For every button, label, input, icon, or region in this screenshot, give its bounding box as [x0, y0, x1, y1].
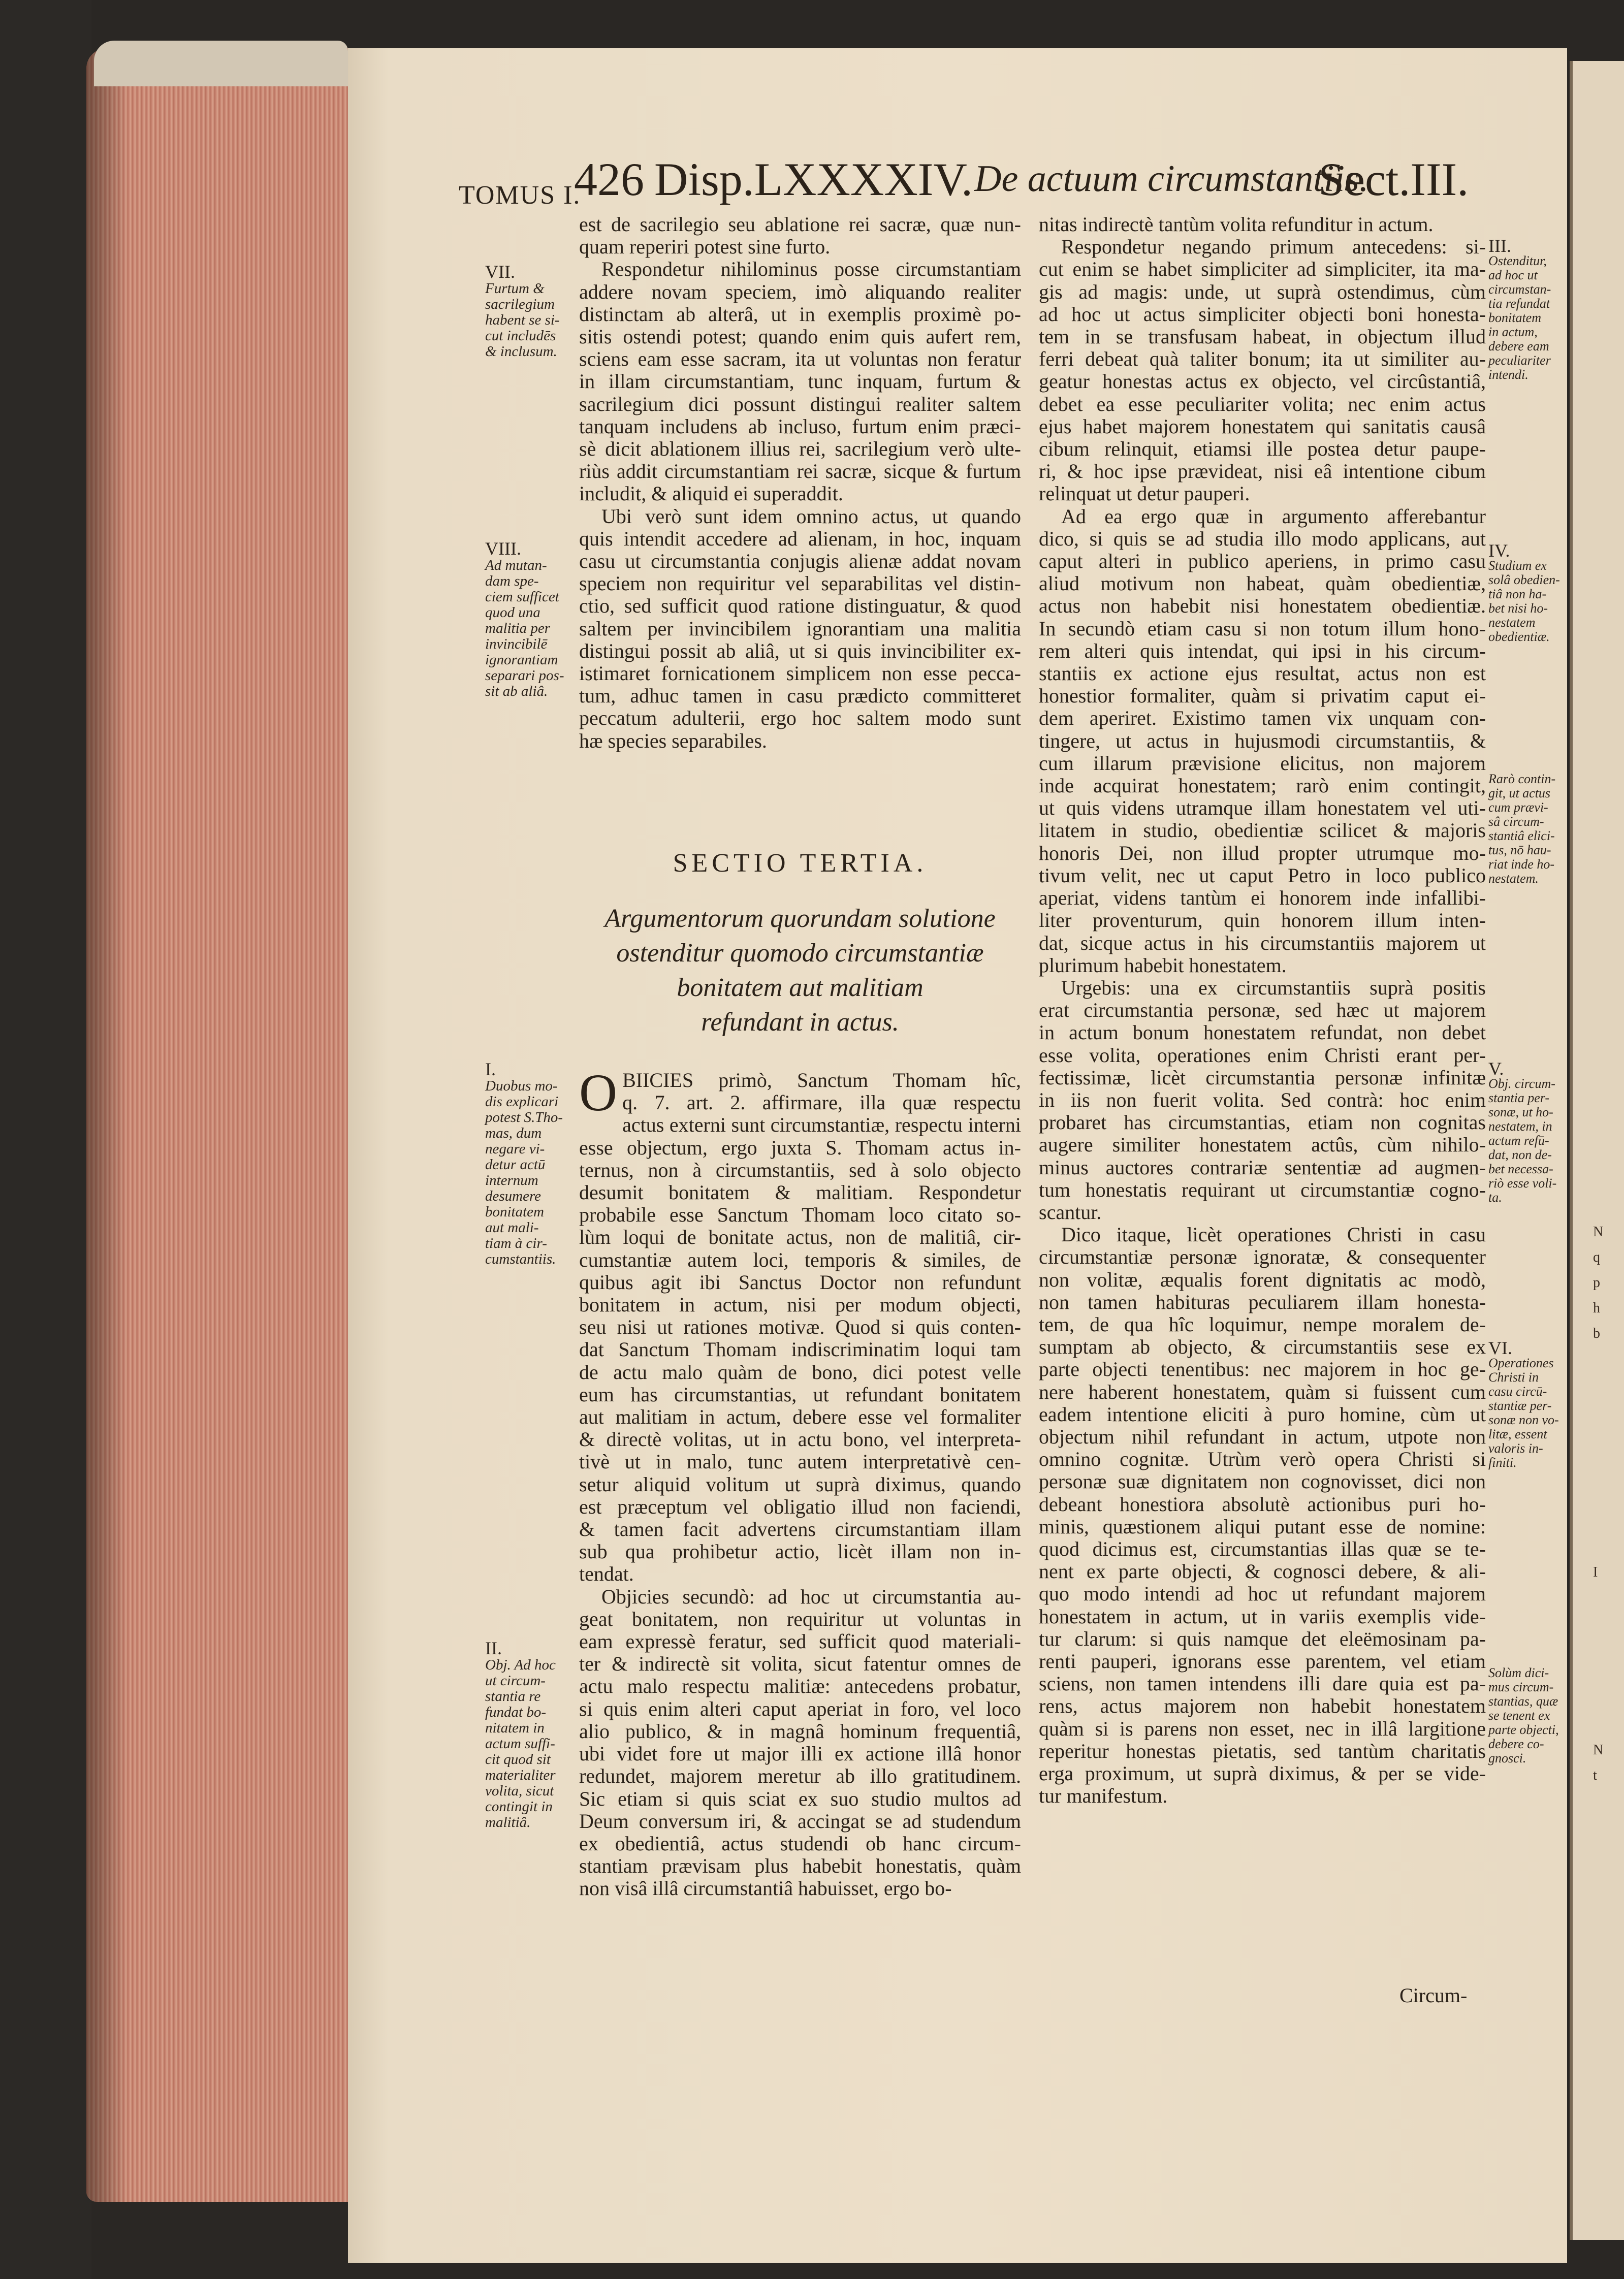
text-line: redundet, majorem meretur ab illo gratitudinem.: [579, 1764, 1021, 1788]
text-line: peccatum adulterii, ergo hoc saltem modo sunt: [579, 707, 1021, 730]
text-line: est præceptum vel obligatio illud non faciendi,: [579, 1495, 1021, 1518]
margin-note-line: habent se si-: [485, 312, 560, 328]
catchword: Circum-: [1399, 1984, 1468, 2007]
margin-note-text: [1488, 1666, 1562, 1766]
running-head-title: De actuum circumstantiis.: [974, 158, 1369, 200]
text-line: eum has circumstantias, ut refundant bonitatem: [579, 1383, 1021, 1406]
text-line: dat Sanctum Thomam indiscriminatim loqui tam: [579, 1338, 1021, 1361]
margin-note-number: V.: [1488, 1058, 1504, 1079]
text-line: saltem per invincibilem ignorantiam una malitia: [579, 617, 1021, 640]
running-head-section: Sect.III.: [1318, 153, 1469, 205]
text-line: est de sacrilegio seu ablatione rei sacræ, quæ nun-: [579, 213, 1021, 236]
margin-note-line: parte objecti,: [1488, 1722, 1559, 1737]
text-line: stantiam prævisam plus habebit honestatis, quàm: [579, 1854, 1021, 1878]
text-line: tivè ut in malo, tunc autem interpretativè cen-: [579, 1450, 1021, 1473]
running-head-disputation: Disp.LXXXXIV.: [654, 153, 973, 205]
margin-note-line: stantiâ elici-: [1488, 828, 1555, 843]
margin-note-line: Rarò contin-: [1488, 772, 1556, 786]
text-line: esse volita, operationes enim Christi erant per-: [1039, 1043, 1486, 1067]
text-line: de actu malo quàm de bono, dici potest velle: [579, 1360, 1021, 1384]
margin-note-text: [485, 558, 579, 699]
facing-page-letter: t: [1593, 1768, 1597, 1783]
text-line: eadem intentione eliciti à puro homine, cùm ut: [1039, 1402, 1486, 1426]
margin-note-line: peculiariter: [1488, 353, 1551, 368]
text-line: actus externi sunt circumstantiæ, respectu interni: [622, 1113, 1021, 1137]
text-line: fectissimæ, licèt circumstantia personæ infinitæ: [1039, 1066, 1486, 1089]
margin-note-line: dam spe-: [485, 573, 539, 589]
text-line: caput alteri in publico aperiens, in primo casu: [1039, 550, 1486, 573]
text-line: bonitatem in actum, nisi per modum objecti,: [579, 1293, 1021, 1317]
text-line: probabile esse Sanctum Thomam loco citato so-: [579, 1203, 1021, 1227]
margin-note-line: detur actū: [485, 1157, 546, 1173]
text-line: non visâ illâ circumstantiâ habuisset, ergo bo-: [579, 1877, 952, 1900]
text-line: quis intendit accedere ad alienam, in hoc, inquam: [579, 527, 1021, 550]
text-line: aut malitiam in actum, debere esse vel formaliter: [579, 1405, 1021, 1429]
facing-page-letter: b: [1593, 1326, 1600, 1341]
text-line: plurimum habebit honestatem.: [1039, 953, 1287, 977]
margin-note-line: mas, dum: [485, 1125, 542, 1141]
text-line: In secundò etiam casu si non totum illum hono-: [1039, 617, 1486, 640]
margin-note-line: stantiæ per-: [1488, 1398, 1552, 1413]
text-line: personæ suæ dignitatem non cognovisset, dici non: [1039, 1470, 1486, 1493]
margin-note-line: Duobus mo-: [485, 1078, 558, 1094]
margin-note-line: Operationes: [1488, 1356, 1554, 1370]
margin-note-line: sacrilegium: [485, 296, 555, 312]
section-subtitle-line: ostenditur quomodo circumstantiæ: [616, 939, 984, 968]
margin-note-vii: [485, 264, 579, 360]
text-line: ter & indirectè sit volita, sicut fatentur omnes de: [579, 1652, 1021, 1676]
text-line: sè dicit ablationem illius rei, sacrilegium verò ulte-: [579, 437, 1021, 461]
margin-note-line: materialiter: [485, 1767, 556, 1783]
background-left: [0, 0, 91, 2279]
margin-note-line: dis explicari: [485, 1094, 559, 1110]
margin-note-text: [1488, 1077, 1562, 1205]
margin-note-line: desumere: [485, 1188, 542, 1204]
facing-page-letter: I: [1593, 1564, 1598, 1580]
margin-note-number: II.: [485, 1638, 502, 1658]
text-line: tur manifestum.: [1039, 1784, 1168, 1808]
text-line: Urgebis: una ex circumstantiis suprà positis: [1061, 976, 1486, 999]
margin-note-line: mus circum-: [1488, 1680, 1554, 1694]
margin-note-text: [1488, 559, 1562, 644]
text-line: quod dicimus est, circumstantias illas quæ se te-: [1039, 1537, 1486, 1560]
text-line: Ad ea ergo quæ in argumento afferebantur: [1061, 504, 1486, 528]
text-line: minus auctores contrariæ sententiæ ad augmen-: [1039, 1155, 1486, 1179]
text-line: actu malo respectu malitiæ: antecedens probatur,: [579, 1675, 1021, 1698]
text-line: non tamen habituras peculiarem illam honesta-: [1039, 1290, 1486, 1313]
margin-note-iii: [1488, 236, 1562, 382]
text-line: sumptam ab objecto, & circumstantiis sese ex: [1039, 1335, 1486, 1359]
margin-note-text: [485, 1078, 579, 1267]
section-subtitle-line: bonitatem aut malitiam: [677, 973, 924, 1002]
text-line: reperitur honestas pietatis, sed tantùm charitatis: [1039, 1739, 1486, 1762]
margin-note-number: VIII.: [485, 538, 521, 559]
margin-note-line: litæ, essent: [1488, 1427, 1547, 1441]
text-line: relinquat ut detur pauperi.: [1039, 482, 1250, 505]
text-line: erga proximum, ut suprà diximus, & per se vide-: [1039, 1762, 1486, 1785]
margin-note-line: invincibilē: [485, 636, 548, 652]
text-line: nere haberent honestatem, quàm si fuissent cum: [1039, 1380, 1486, 1403]
margin-note-raro: [1488, 772, 1562, 886]
text-line: speciem non requiritur vel separabilitas vel distin-: [579, 572, 1021, 595]
margin-note-line: ut circum-: [485, 1673, 546, 1689]
margin-note-line: sâ circum-: [1488, 814, 1544, 829]
text-line: dico, si quis se ad studia illo modo applicans, aut: [1039, 527, 1486, 550]
text-line: distingui possit ab aliâ, ut si quis invincibiliter ex-: [579, 639, 1021, 662]
page-number: 426: [574, 153, 644, 205]
margin-note-i: [485, 1059, 579, 1267]
text-line: quàm si is parens non esset, nec in illâ largitione: [1039, 1717, 1486, 1740]
text-line: tanquam includens ab incluso, furtum enim præci-: [579, 414, 1021, 438]
text-line: quam reperiri potest sine furto.: [579, 235, 831, 259]
text-line: desumit bonitatem & malitiam. Respondetur: [579, 1181, 1021, 1204]
text-line: ctio, sed sufficit quod ratione distinguatur, & quod: [579, 594, 1021, 618]
margin-note-line: ignorantiam: [485, 652, 558, 668]
margin-note-line: dat, non de-: [1488, 1147, 1552, 1162]
margin-note-line: stantias, quæ: [1488, 1694, 1558, 1709]
margin-note-line: debere co-: [1488, 1737, 1544, 1751]
text-line: tem, de qua hîc loquimur, nempe moralem de-: [1039, 1312, 1486, 1336]
text-line: BIICIES primò, Sanctum Thomam hîc,: [622, 1069, 1021, 1092]
margin-note-line: ta.: [1488, 1190, 1502, 1205]
text-line: lùm loqui de bonitate actus, non de malitiâ, cir-: [579, 1226, 1021, 1249]
drop-cap: O: [579, 1064, 618, 1122]
left-column-top: [579, 213, 1021, 752]
margin-note-text: [485, 1657, 579, 1831]
text-line: stantiis ex actione ejus resultat, actus non est: [1039, 662, 1486, 685]
text-line: cibum relinquit, etiamsi ille postea detur paupe-: [1039, 437, 1486, 461]
text-line: honestior formaliter, quàm si privatim caput ei-: [1039, 684, 1486, 708]
text-line: non volitæ, æqualis forent dignitatis ac modò,: [1039, 1268, 1486, 1291]
margin-note-line: Ostenditur,: [1488, 253, 1547, 268]
text-line: Deum conversum iri, & accingat se ad studendum: [579, 1809, 1021, 1833]
text-line: nent ex parte objecti, & cognosci debere, & ali-: [1039, 1560, 1486, 1583]
text-line: omnino cognitæ. Utrùm verò opera Christi si: [1039, 1448, 1486, 1471]
text-line: sub qua prohibetur actio, licèt illam non in-: [579, 1540, 1021, 1563]
margin-note-line: ad hoc ut: [1488, 268, 1538, 282]
margin-note-line: fundat bo-: [485, 1704, 547, 1720]
text-line: sciens, non tamen intendens illi dare quia est pa-: [1039, 1672, 1486, 1695]
margin-note-line: ciem sufficet: [485, 589, 559, 605]
margin-note-line: Furtum &: [485, 280, 545, 297]
text-line: aliud motivum non habeat, quàm obedientiæ,: [1039, 572, 1486, 595]
margin-note-line: riò esse voli-: [1488, 1176, 1557, 1191]
text-line: honestatem in actum, ut in variis exemplis vide-: [1039, 1604, 1486, 1628]
book-top-edge: [94, 41, 348, 86]
text-line: includit, & aliquid ei superaddit.: [579, 482, 843, 505]
margin-note-line: Ad mutan-: [485, 557, 547, 573]
margin-note-line: separari pos-: [485, 667, 564, 684]
margin-note-line: solâ obedien-: [1488, 572, 1560, 587]
text-line: minis, quæstionem aliqui putant esse de nomine:: [1039, 1515, 1486, 1538]
text-line: actus non habebit nisi honestatem obedientiæ.: [1039, 594, 1486, 618]
facing-page-letter: h: [1593, 1300, 1600, 1316]
margin-note-line: Obj. circum-: [1488, 1076, 1555, 1091]
text-line: ternus, non à circumstantiis, sed à solo objecto: [579, 1158, 1021, 1181]
margin-note-line: nestatem.: [1488, 871, 1539, 886]
margin-note-viii: [485, 538, 579, 699]
text-line: Respondetur negando primum antecedens: si-: [1061, 235, 1486, 259]
facing-page-letter: p: [1593, 1275, 1600, 1291]
text-line: in iis non fuerit volita. Sed contrà: hoc enim: [1039, 1088, 1486, 1111]
text-line: hæ species separabiles.: [579, 729, 767, 752]
text-line: scantur.: [1039, 1200, 1102, 1224]
book-edge-shadow: [86, 48, 127, 2202]
text-line: esse objectum, ergo juxta S. Thomam actus in-: [579, 1136, 1021, 1159]
margin-note-sola: [1488, 1666, 1562, 1766]
text-line: debeant honestiora absolutè actionibus puri ho-: [1039, 1492, 1486, 1516]
margin-note-line: nestatem, in: [1488, 1119, 1552, 1134]
text-line: litatem in studio, obedientiæ scilicet & majoris: [1039, 819, 1486, 842]
margin-note-line: aut mali-: [485, 1219, 539, 1236]
text-line: cum illarum prævisione elicitus, non majorem: [1039, 751, 1486, 775]
text-line: si quis enim alteri caput aperiat in foro, vel loco: [579, 1697, 1021, 1720]
text-line: geat bonitatem, non requiritur ut voluntas in: [579, 1607, 1021, 1630]
margin-note-line: obedientiæ.: [1488, 629, 1550, 644]
section-heading: SECTIO TERTIA.: [673, 849, 928, 878]
text-line: casu ut circumstantia conjugis alienæ addat novam: [579, 550, 1021, 573]
margin-note-v: [1488, 1058, 1562, 1205]
text-line: dem aperiret. Existimo tamen vix unquam con-: [1039, 707, 1486, 730]
margin-note-line: intendi.: [1488, 367, 1529, 382]
section-subtitle-line: Argumentorum quorundam solutione: [604, 904, 996, 933]
margin-note-line: internum: [485, 1172, 538, 1189]
text-line: sacrilegium dici possunt distingui realiter saltem: [579, 392, 1021, 415]
margin-note-line: bet necessa-: [1488, 1162, 1553, 1176]
text-line: sitis ostendi potest; quando enim quis aufert rem,: [579, 325, 1021, 348]
margin-note-line: nestatem: [1488, 615, 1536, 630]
running-head-tomus: TOMUS I.: [459, 181, 581, 210]
text-line: cut enim se habet simpliciter ad simpliciter, ita ma-: [1039, 258, 1486, 281]
text-line: rem alteri quis intendat, qui ipsi in his circum-: [1039, 639, 1486, 662]
facing-page-letter: N: [1593, 1224, 1604, 1240]
text-line: in illam circumstantiam, tunc inquam, furtum &: [579, 370, 1021, 393]
margin-note-line: git, ut actus: [1488, 786, 1551, 800]
margin-note-number: VII.: [485, 262, 515, 282]
margin-note-line: casu circū-: [1488, 1384, 1547, 1399]
text-line: addere novam speciem, imò aliquando realiter: [579, 280, 1021, 303]
margin-note-number: I.: [485, 1059, 496, 1079]
margin-note-line: se tenent ex: [1488, 1708, 1550, 1723]
margin-note-line: quod una: [485, 604, 540, 621]
text-line: istimaret fornicationem simplicem non esse pecca-: [579, 662, 1021, 685]
margin-note-line: bet nisi ho-: [1488, 601, 1548, 616]
margin-note-text: [1488, 1356, 1562, 1470]
margin-note-line: tia refundat: [1488, 296, 1550, 311]
text-line: tem in se transfusam habeat, in objectum illud: [1039, 325, 1486, 348]
text-line: & directè volitas, ut in actu bono, vel interpreta-: [579, 1428, 1021, 1451]
text-line: distinctam ab alterâ, ut in exemplis proximè po-: [579, 302, 1021, 326]
margin-note-line: tiâ non ha-: [1488, 587, 1547, 601]
margin-note-line: bonitatem: [1488, 310, 1541, 325]
text-line: tendat.: [579, 1562, 634, 1586]
text-line: tum, adhuc tamen in casu prædicto committeret: [579, 684, 1021, 708]
facing-page-letter: N: [1593, 1742, 1604, 1758]
text-line: ex obedientiâ, actus studendi ob hanc circum-: [579, 1832, 1021, 1855]
text-line: circumstantiæ personæ ignoratæ, & consequenter: [1039, 1245, 1486, 1269]
text-line: tur clarum: si quis namque det eleëmosinam pa-: [1039, 1627, 1486, 1650]
text-line: ubi videt fore ut major illi ex actione illâ honor: [579, 1742, 1021, 1766]
text-line: ejus habet majorem honestatem qui sanitatis causâ: [1039, 414, 1486, 438]
text-line: rens, actus majorem non habebit honestatem: [1039, 1694, 1486, 1718]
margin-note-line: tiam à cir-: [485, 1235, 547, 1251]
margin-note-line: gnosci.: [1488, 1751, 1526, 1766]
text-line: setur aliquid volitum ut suprà diximus, quando: [579, 1472, 1021, 1496]
text-line: renti pauperi, ignorans esse parentem, vel etiam: [1039, 1650, 1486, 1673]
margin-note-line: debere eam: [1488, 339, 1549, 354]
margin-note-line: actum suffi-: [485, 1736, 555, 1752]
margin-note-line: Christi in: [1488, 1370, 1539, 1385]
margin-note-line: riat inde ho-: [1488, 857, 1554, 872]
text-line: gis ad magis: unde, ut suprà ostendimus, cùm: [1039, 280, 1486, 303]
margin-note-text: [1488, 772, 1562, 886]
margin-note-number: III.: [1488, 236, 1511, 256]
text-line: ri, & hoc ipse prævideat, nisi eâ intentione cibum: [1039, 460, 1486, 483]
text-line: probaret has circumstantias, etiam non cognitas: [1039, 1111, 1486, 1134]
margin-note-line: actum refū-: [1488, 1133, 1549, 1148]
margin-note-line: finiti.: [1488, 1455, 1517, 1470]
facing-page-letter: q: [1593, 1249, 1600, 1265]
text-line: riùs addit circumstantiam rei sacræ, sicque & furtum: [579, 460, 1021, 483]
text-line: erat circumstantia personæ, sed hæc ut majorem: [1039, 999, 1486, 1022]
text-line: quibus agit ibi Sanctus Doctor non refundunt: [579, 1270, 1021, 1294]
margin-note-line: contingit in: [485, 1799, 553, 1815]
margin-note-line: cit quod sit: [485, 1751, 551, 1768]
text-line: seu nisi ut rationes motivæ. Quod si quis conten-: [579, 1315, 1021, 1339]
text-line: geatur honestas actus ex objecto, vel circûstantiâ,: [1039, 370, 1486, 393]
margin-note-text: [485, 281, 579, 360]
margin-note-line: in actum,: [1488, 325, 1538, 339]
right-column: [1039, 213, 1486, 1807]
text-line: objectum nihil refundant in actum, utpote non: [1039, 1425, 1486, 1448]
margin-note-line: Obj. Ad hoc: [485, 1657, 556, 1673]
facing-page-edge: [1570, 61, 1624, 2240]
text-line: Sic etiam si quis sciat ex suo studio multos ad: [579, 1787, 1021, 1810]
margin-note-text: [1488, 254, 1562, 382]
margin-note-line: circumstan-: [1488, 282, 1551, 297]
left-column-bottom: [579, 1064, 1021, 1900]
text-line: inde acquirat honestatem; rarò enim contingit,: [1039, 774, 1486, 797]
text-line: tum honestatis requirant ut circumstantiæ cogno-: [1039, 1178, 1486, 1201]
margin-note-line: sonæ non vo-: [1488, 1413, 1559, 1427]
margin-note-line: cum prævi-: [1488, 800, 1548, 815]
text-line: alio publico, & in magnâ hominum frequentiâ,: [579, 1719, 1021, 1743]
margin-note-line: negare vi-: [485, 1141, 545, 1157]
text-line: & tamen facit advertens circumstantiam illam: [579, 1518, 1021, 1541]
text-line: Objicies secundò: ad hoc ut circumstantia au-: [601, 1585, 1021, 1608]
text-line: q. 7. art. 2. affirmare, illa quæ respectu: [622, 1091, 1021, 1114]
text-line: ad hoc ut actus simpliciter objecti boni honesta-: [1039, 302, 1486, 326]
margin-note-iv: [1488, 540, 1562, 644]
margin-note-ii: [485, 1638, 579, 1831]
text-line: sciens eam esse sacram, ita ut voluntas non feratur: [579, 347, 1021, 371]
margin-note-line: stantia per-: [1488, 1090, 1550, 1105]
text-line: parte objecti tenentibus: nec majorem in hoc ge-: [1039, 1358, 1486, 1381]
text-line: dat, sicque actus in his circumstantiis majorem ut: [1039, 931, 1486, 954]
text-line: augere similiter honestatem actûs, cùm nihilo-: [1039, 1133, 1486, 1157]
margin-note-line: malitiâ.: [485, 1814, 531, 1831]
text-line: in actum bonum honestatem refundat, non debet: [1039, 1021, 1486, 1044]
text-line: Dico itaque, licèt operationes Christi in casu: [1061, 1223, 1486, 1246]
text-line: Respondetur nihilominus posse circumstantiam: [601, 258, 1021, 281]
text-line: ut quis videns utramque illam honestatem vel uti-: [1039, 796, 1486, 820]
margin-note-number: IV.: [1488, 540, 1510, 561]
margin-note-line: & inclusum.: [485, 343, 557, 360]
text-line: quo modo intendi ad hoc ut refundant majorem: [1039, 1582, 1486, 1606]
text-line: aperiat, videns tantùm ei honorem inde infallibi-: [1039, 886, 1486, 910]
text-line: debet ea esse peculiariter volita; nec enim actus: [1039, 392, 1486, 415]
margin-note-line: tus, nō hau-: [1488, 843, 1551, 857]
margin-note-line: sit ab aliâ.: [485, 683, 548, 699]
text-line: tivum velit, nec ut caput Petro in loco publico: [1039, 863, 1486, 887]
section-subtitle-line: refundant in actus.: [701, 1008, 899, 1037]
margin-note-line: valoris in-: [1488, 1441, 1543, 1456]
text-line: liter proventurum, quin honorem illum inten-: [1039, 909, 1486, 932]
margin-note-line: bonitatem: [485, 1204, 544, 1220]
margin-note-line: nitatem in: [485, 1720, 545, 1736]
margin-note-line: potest S.Tho-: [485, 1109, 563, 1126]
margin-note-line: Studium ex: [1488, 558, 1547, 573]
margin-note-line: malitia per: [485, 620, 551, 636]
text-line: honoris Dei, non illud propter utrumque mo-: [1039, 841, 1486, 864]
margin-note-line: cut includēs: [485, 328, 556, 344]
text-line: cumstantiæ autem loci, temporis & similes, de: [579, 1248, 1021, 1271]
text-line: nitas indirectè tantùm volita refunditur in actum.: [1039, 213, 1434, 236]
margin-note-line: cumstantiis.: [485, 1251, 556, 1267]
margin-note-number: VI.: [1488, 1338, 1512, 1358]
text-line: eam expressè feratur, sed sufficit quod materiali-: [579, 1630, 1021, 1653]
section-subtitle: [579, 902, 1021, 1040]
margin-note-line: sonæ, ut ho-: [1488, 1105, 1553, 1119]
margin-note-line: Solùm dici-: [1488, 1665, 1549, 1680]
text-line: Ubi verò sunt idem omnino actus, ut quando: [601, 504, 1021, 528]
margin-note-line: volita, sicut: [485, 1783, 554, 1799]
margin-note-line: stantia re: [485, 1688, 541, 1705]
text-line: ferri debeat quà taliter bonum; ita ut similiter au-: [1039, 347, 1486, 371]
margin-note-vi: [1488, 1338, 1562, 1470]
text-line: tingere, ut actus in hujusmodi circumstantiis, &: [1039, 729, 1486, 752]
